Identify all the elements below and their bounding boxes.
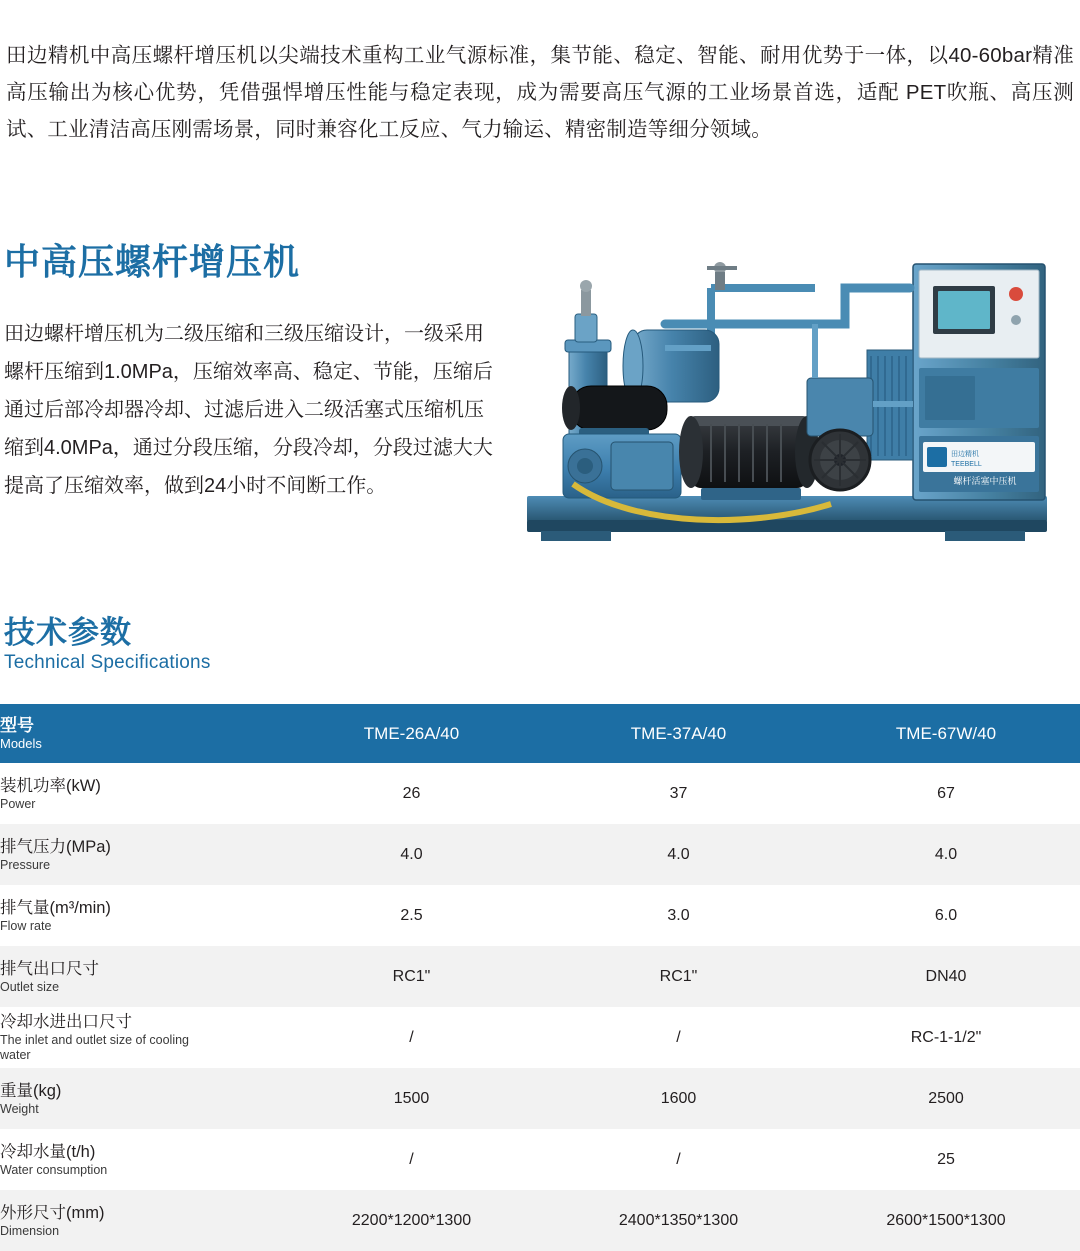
cell-value: 2600*1500*1300 bbox=[886, 1211, 1006, 1229]
cell-value: / bbox=[676, 1150, 681, 1168]
table-row bbox=[0, 1190, 1080, 1251]
row-label-en: Outlet size bbox=[0, 979, 60, 994]
spec-heading-cn: 技术参数 bbox=[4, 615, 132, 650]
row-label-cn: 排气压力(MPa) bbox=[0, 837, 111, 856]
cell-value: 2.5 bbox=[400, 906, 423, 924]
cell-value: 4.0 bbox=[667, 845, 690, 863]
cell-value: 1500 bbox=[393, 1089, 430, 1107]
header-model-label bbox=[0, 704, 278, 763]
header-model-label-cn: 型号 bbox=[0, 715, 34, 735]
row-label-cn: 冷却水进出口尺寸 bbox=[0, 1013, 132, 1031]
row-label-cn: 冷却水量(t/h) bbox=[0, 1142, 96, 1161]
row-label-cn: 排气出口尺寸 bbox=[0, 959, 99, 978]
row-label-weight bbox=[0, 1068, 278, 1129]
row-label-en: Flow rate bbox=[0, 918, 52, 933]
cell-value: / bbox=[676, 1028, 681, 1046]
header-model-1: TME-26A/40 bbox=[363, 723, 460, 743]
cell-value: 6.0 bbox=[934, 906, 958, 924]
table-body bbox=[0, 763, 1080, 1251]
row-label-cooling-water-size bbox=[0, 1007, 278, 1068]
cell-value: 2500 bbox=[928, 1089, 964, 1107]
svg-text:田边精机: 田边精机 bbox=[951, 451, 979, 458]
row-label-pressure bbox=[0, 824, 278, 885]
specifications-table bbox=[0, 704, 1080, 1251]
cell-value: 67 bbox=[937, 784, 955, 802]
intro-paragraph: 田边精机中高压螺杆增压机以尖端技术重构工业气源标准，集节能、稳定、智能、耐用优势于一体，以40-60bar精准高压输出为核心优势，凭借强悍增压性能与稳定表现，成为需要高压气源的工业场景首选，适配 PET吹瓶、高压测试、工业清洁高压刚需场景，同时兼容化工反应、气力输运、精密制造等细分领域。 bbox=[6, 43, 1074, 141]
row-label-outlet-size bbox=[0, 946, 278, 1007]
spec-heading bbox=[4, 615, 211, 675]
table-row bbox=[0, 1068, 1080, 1129]
row-label-en: Weight bbox=[0, 1101, 39, 1116]
cell-value: / bbox=[409, 1028, 414, 1046]
cell-value: RC1" bbox=[659, 967, 698, 985]
page-title: 中高压螺杆增压机 bbox=[4, 241, 301, 283]
cell-value: RC-1-1/2" bbox=[910, 1028, 982, 1046]
cell-value: 4.0 bbox=[934, 845, 958, 863]
product-description: 田边螺杆增压机为二级压缩和三级压缩设计，一级采用螺杆压缩到1.0MPa，压缩效率高、稳定、节能，压缩后通过后部冷却器冷却、过滤后进入二级活塞式压缩机压缩到4.0MPa，通过分段压缩，分段冷却，分段过滤大大提高了压缩效率，做到24小时不间断工作。 bbox=[4, 323, 493, 497]
cell-value: 2400*1350*1300 bbox=[618, 1211, 739, 1229]
cell-value: 3.0 bbox=[667, 906, 690, 924]
row-label-en: The inlet and outlet size of cooling water bbox=[0, 1033, 190, 1062]
table-row bbox=[0, 885, 1080, 946]
row-label-en: Pressure bbox=[0, 857, 51, 872]
cell-value: 25 bbox=[937, 1150, 955, 1168]
spec-heading-en: Technical Specifications bbox=[4, 652, 211, 673]
cell-value: 26 bbox=[402, 784, 421, 802]
svg-text:TEEBELL: TEEBELL bbox=[951, 461, 982, 468]
header-model-2: TME-37A/40 bbox=[630, 723, 727, 743]
row-label-power bbox=[0, 763, 278, 824]
row-label-cn: 重量(kg) bbox=[0, 1081, 62, 1100]
cell-value: 2200*1200*1300 bbox=[351, 1211, 472, 1229]
row-label-cn: 排气量(m³/min) bbox=[0, 898, 111, 917]
table-header-row bbox=[0, 704, 1080, 763]
cell-value: 4.0 bbox=[400, 845, 423, 863]
table-row bbox=[0, 1129, 1080, 1190]
row-label-dimension bbox=[0, 1190, 278, 1251]
row-label-cn: 外形尺寸(mm) bbox=[0, 1203, 105, 1222]
table-header bbox=[0, 704, 1080, 763]
cell-value: 37 bbox=[669, 784, 688, 802]
row-label-cn: 装机功率(kW) bbox=[0, 776, 101, 795]
header-model-3: TME-67W/40 bbox=[895, 723, 997, 743]
table-row bbox=[0, 1007, 1080, 1068]
row-label-en: Water consumption bbox=[0, 1162, 108, 1177]
cell-value: 1600 bbox=[660, 1089, 697, 1107]
table-row bbox=[0, 824, 1080, 885]
cell-value: / bbox=[409, 1150, 414, 1168]
cell-value: DN40 bbox=[925, 967, 967, 985]
svg-text:螺杆活塞中压机: 螺杆活塞中压机 bbox=[953, 476, 1017, 486]
row-label-en: Power bbox=[0, 796, 36, 811]
cell-value: RC1" bbox=[392, 967, 431, 985]
product-image bbox=[515, 228, 1075, 568]
table-row bbox=[0, 946, 1080, 1007]
row-label-water-consumption bbox=[0, 1129, 278, 1190]
header-model-label-en: Models bbox=[0, 735, 42, 751]
row-label-flow-rate bbox=[0, 885, 278, 946]
table-row bbox=[0, 763, 1080, 824]
row-label-en: Dimension bbox=[0, 1223, 60, 1238]
